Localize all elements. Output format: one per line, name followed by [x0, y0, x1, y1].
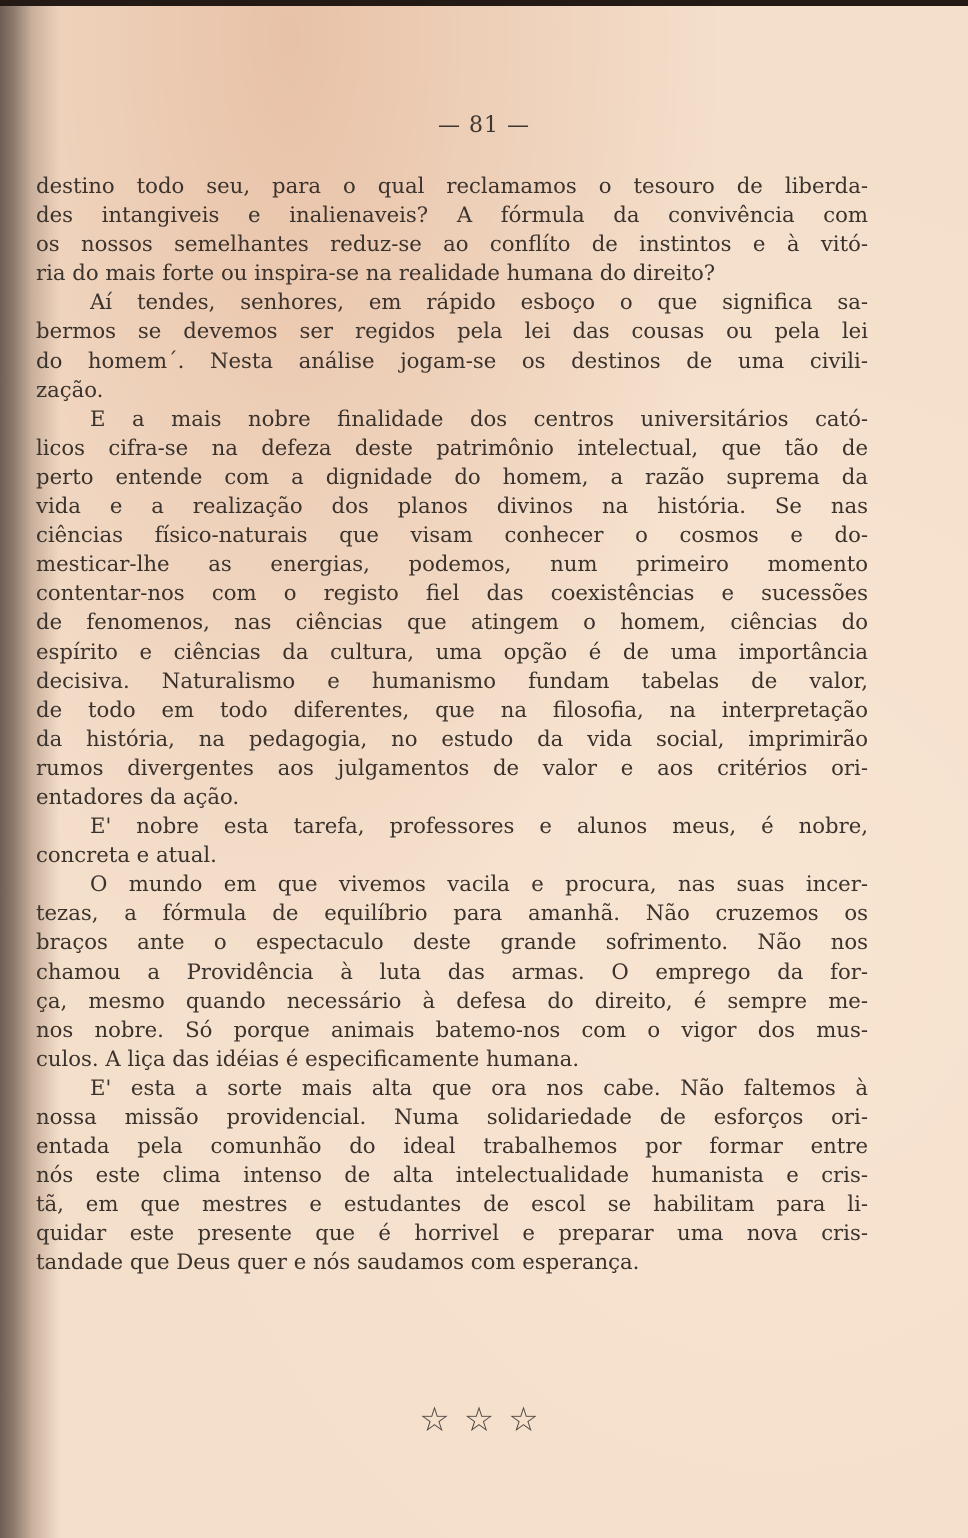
text-line: destino todo seu, para o qual reclamamos o tesouro de liberda-	[36, 173, 868, 198]
text-line: ciências físico-naturais que visam conhecer o cosmos e do-	[36, 522, 868, 548]
text-line: tezas, a fórmula de equilíbrio para amanhã. Não cruzemos os	[36, 900, 868, 926]
text-line: O mundo em que vivemos vacila e procura, nas suas incer-	[90, 871, 868, 897]
paragraph	[36, 1073, 868, 1277]
text-line: Aí tendes, senhores, em rápido esboço o que significa sa-	[90, 289, 868, 315]
text-line: da história, na pedagogia, no estudo da vida social, imprimirão	[36, 725, 868, 751]
paragraph	[36, 287, 868, 403]
text-line: braços ante o espectaculo deste grande sofrimento. Não nos	[36, 929, 868, 955]
text-line: vida e a realização dos planos divinos na história. Se nas	[36, 493, 868, 519]
paragraph	[36, 811, 868, 869]
text-line: de fenomenos, nas ciências que atingem o homem, ciências do	[36, 609, 868, 635]
text-line: ria do mais forte ou inspira-se na realidade humana do direito?	[36, 260, 716, 286]
text-line: nós este clima intenso de alta intelectualidade humanista e cris-	[36, 1162, 868, 1188]
text-line: E' nobre esta tarefa, professores e alunos meus, é nobre,	[90, 813, 868, 839]
text-line: tandade que Deus quer e nós saudamos com esperança.	[36, 1249, 640, 1275]
text-line: concreta e atual.	[36, 842, 217, 868]
section-end-ornament	[0, 1400, 968, 1440]
text-line: do homem´. Nesta análise jogam-se os destinos de uma civili-	[36, 347, 868, 373]
text-line: zação.	[36, 376, 104, 402]
text-line: entadores da ação.	[36, 783, 240, 809]
text-line: nos nobre. Só porque animais batemo-nos com o vigor dos mus-	[36, 1016, 868, 1042]
text-line: culos. A liça das idéias é especificamente humana.	[36, 1045, 580, 1071]
body-text	[36, 171, 868, 1277]
text-line: tã, em que mestres e estudantes de escol se habilitam para li-	[36, 1191, 868, 1217]
text-line: chamou a Providência à luta das armas. O emprego da for-	[36, 958, 868, 984]
text-line: contentar-nos com o registo fiel das coexistências e sucessões	[36, 580, 868, 606]
text-line: de todo em todo diferentes, que na filosofia, na interpretação	[36, 696, 868, 722]
paragraph	[36, 869, 868, 1073]
text-line: os nossos semelhantes reduz-se ao conflíto de instintos e à vitó-	[36, 231, 868, 257]
star-outline-icon: ☆	[508, 1400, 549, 1440]
text-line: espírito e ciências da cultura, uma opção é de uma importância	[36, 638, 868, 664]
text-line: ça, mesmo quando necessário à defesa do direito, é sempre me-	[36, 987, 868, 1013]
text-line: rumos divergentes aos julgamentos de valor e aos critérios ori-	[36, 754, 868, 780]
paragraph	[36, 404, 868, 811]
paragraph	[36, 171, 868, 287]
text-line: decisiva. Naturalismo e humanismo fundam tabelas de valor,	[36, 667, 868, 693]
text-line: mesticar-lhe as energias, podemos, num primeiro momento	[36, 551, 868, 577]
star-outline-icon: ☆	[419, 1400, 460, 1440]
text-line: des intangiveis e inalienaveis? A fórmula da convivência com	[36, 202, 868, 228]
text-line: nossa missão providencial. Numa solidariedade de esforços ori-	[36, 1104, 868, 1129]
page-number: — 81 —	[438, 113, 530, 138]
text-line: entada pela comunhão do ideal trabalhemos por formar entre	[36, 1133, 868, 1159]
text-line: quidar este presente que é horrivel e preparar uma nova cris-	[36, 1220, 868, 1246]
text-line: perto entende com a dignidade do homem, a razão suprema da	[36, 463, 868, 489]
text-line: bermos se devemos ser regidos pela lei das cousas ou pela lei	[36, 318, 868, 344]
star-outline-icon: ☆	[463, 1400, 505, 1440]
text-line: E' esta a sorte mais alta que ora nos cabe. Não faltemos à	[90, 1074, 868, 1100]
text-line: licos cifra-se na defeza deste patrimônio intelectual, que tão de	[36, 434, 868, 460]
text-line: E a mais nobre finalidade dos centros universitários cató-	[90, 405, 868, 431]
